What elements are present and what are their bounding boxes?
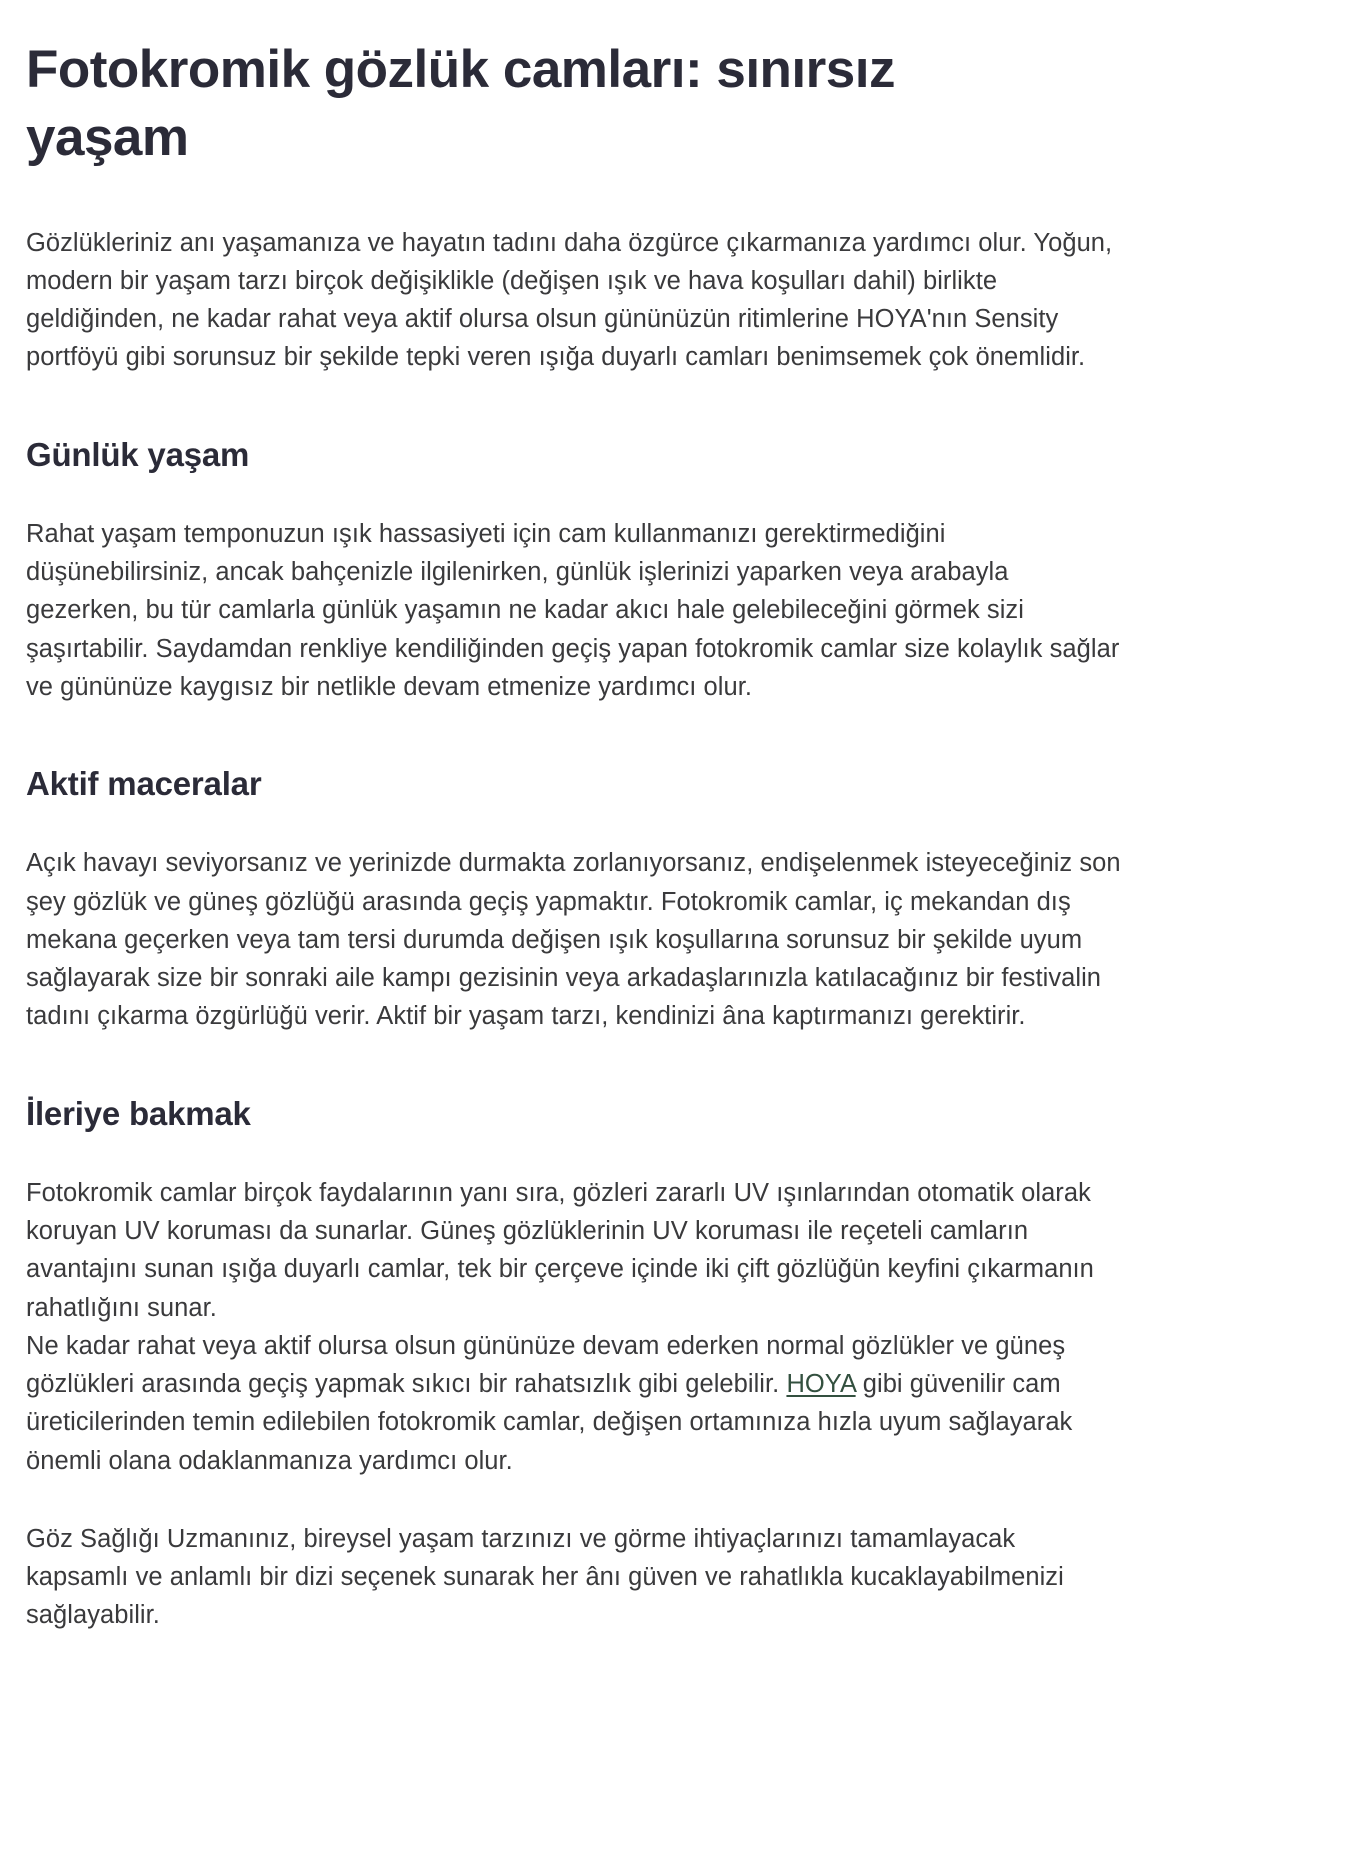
spacer (26, 475, 1320, 515)
section-paragraph-aktif-maceralar: Açık havayı seviyorsanız ve yerinizde durmakta zorlanıyorsanız, endişelenmek isteyeceğiniz son şey gözlük ve güneş gözlüğü arasında geçiş yapmaktır. Fotokromik camlar, iç mekandan dış mekana geçerken veya tam tersi durumda değişen ışık koşullarına sorunsuz bir şekilde uyum sağlayarak size bir sonraki aile kampı gezisinin veya arkadaşlarınızla katılacağınız bir festivalin tadını çıkarma özgürlüğü verir. Aktif bir yaşam tarzı, kendinizi âna kaptırmanızı gerektirir. (26, 849, 1121, 1031)
section-heading-aktif-maceralar: Aktif maceralar (26, 765, 262, 803)
page-title-line-2: yaşam (26, 107, 189, 167)
spacer (26, 1036, 1320, 1093)
spacer (26, 1480, 1320, 1520)
intro-paragraph: Gözlükleriniz anı yaşamanıza ve hayatın tadını daha özgürce çıkarmanıza yardımcı olur. Yoğun, modern bir yaşam tarzı birçok değişiklikle (değişen ışık ve hava koşulları dahil) birlikte geldiğinden, ne kadar rahat veya aktif olursa olsun gününüzün ritimlerine HOYA'nın Sensity portföyü gibi sorunsuz bir şekilde tepki veren ışığa duyarlı camları benimsemek çok önemlidir. (26, 228, 1113, 372)
closing-paragraph: Göz Sağlığı Uzmanınız, bireysel yaşam tarzınızı ve görme ihtiyaçlarınızı tamamlayacak kapsamlı ve anlamlı bir dizi seçenek sunarak her ânı güven ve rahatlıkla kucaklayabilmenizi sağlayabilir. (26, 1524, 1064, 1630)
spacer (26, 1134, 1320, 1174)
spacer (26, 804, 1320, 844)
section-paragraph-gunluk-yasam: Rahat yaşam temponuzun ışık hassasiyeti için cam kullanmanızı gerektirmediğini düşünebilirsiniz, ancak bahçenizle ilgilenirken, günlük işlerinizi yaparken veya arabayla gezerken, bu tür camlarla günlük yaşamın ne kadar akıcı hale gelebileceğini görmek sizi şaşırtabilir. Saydamdan renkliye kendiliğinden geçiş yapan fotokromik camlar size kolaylık sağlar ve gününüze kaygısız bir netlikle devam etmenize yardımcı olur. (26, 519, 1120, 701)
link-paragraph-after: gibi güvenilir cam üreticilerinden temin edilebilen fotokromik camlar, değişen ortamınıza hızla uyum sağlayarak önemli olana odaklanmanıza yardımcı olur. (26, 1370, 1073, 1475)
spacer (26, 706, 1320, 763)
section-heading-gunluk-yasam: Günlük yaşam (26, 435, 250, 473)
section-paragraph-ileriye-bakmak: Fotokromik camlar birçok faydalarının yanı sıra, gözleri zararlı UV ışınlarından otomatik olarak koruyan UV koruması da sunarlar. Güneş gözlüklerinin UV koruması ile reçeteli camların avantajını sunan ışığa duyarlı camlar, tek bir çerçeve içinde iki çift gözlüğün keyfini çıkarmanın rahatlığını sunar. (26, 1178, 1094, 1322)
page-title (26, 36, 1026, 172)
page-title-line-1: Fotokromik gözlük camları: sınırsız (26, 40, 895, 99)
spacer (26, 172, 1320, 224)
hoya-link[interactable]: HOYA (786, 1370, 856, 1399)
link-paragraph (26, 1327, 1124, 1480)
section-heading-ileriye-bakmak: İleriye bakmak (26, 1094, 251, 1132)
spacer (26, 377, 1320, 434)
link-paragraph-before: Ne kadar rahat veya aktif olursa olsun gününüze devam ederken normal gözlükler ve güneş gözlükleri arasında geçiş yapmak sıkıcı bir rahatsızlık gibi gelebilir. (26, 1331, 1066, 1399)
